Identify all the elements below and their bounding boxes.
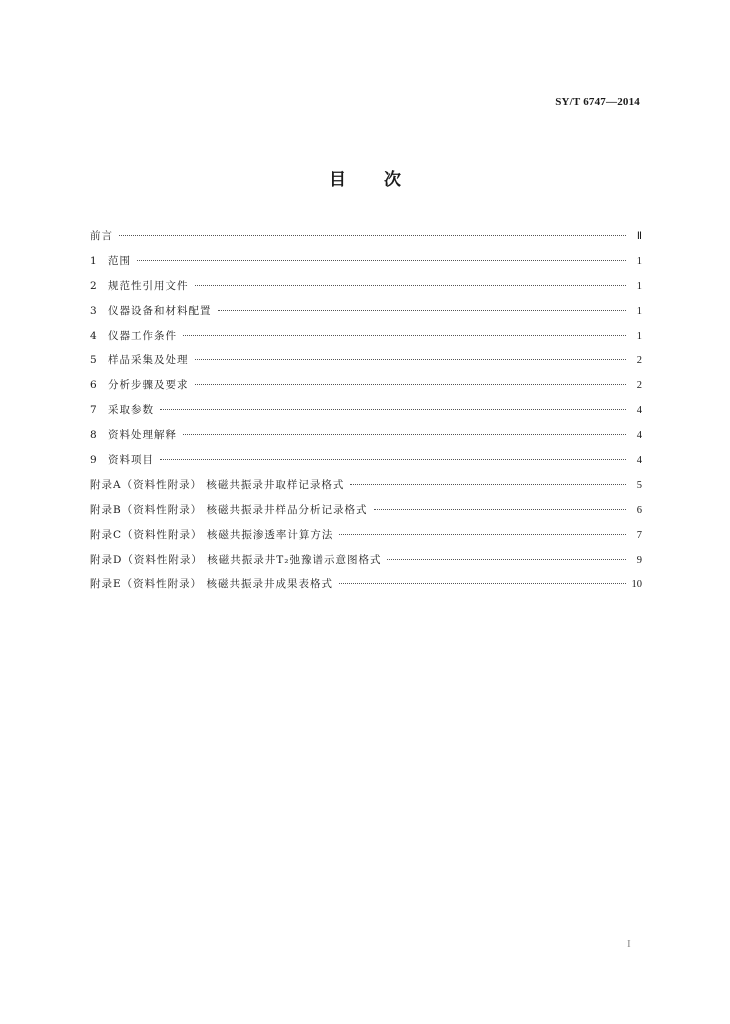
- toc-item-label: 采取参数: [108, 404, 154, 417]
- toc-dot-leader: [137, 260, 626, 261]
- toc-item-label: 前言: [90, 230, 113, 242]
- table-of-contents: [90, 228, 642, 601]
- toc-item-page: 10: [631, 579, 642, 591]
- toc-item[interactable]: [90, 377, 642, 402]
- toc-item-page: 1: [636, 305, 642, 317]
- toc-dot-leader: [183, 335, 626, 336]
- toc-item-page: 4: [636, 430, 642, 442]
- toc-item-label: 仪器工作条件: [108, 329, 177, 342]
- toc-dot-leader: [195, 359, 627, 360]
- toc-dot-leader: [119, 235, 626, 236]
- toc-item-label: 资料处理解释: [108, 429, 177, 442]
- toc-item[interactable]: [90, 352, 642, 377]
- toc-item[interactable]: [90, 228, 642, 253]
- toc-item-label: 资料项目: [108, 454, 154, 467]
- toc-dot-leader: [387, 559, 626, 560]
- toc-dot-leader: [350, 484, 626, 485]
- toc-item[interactable]: [90, 427, 642, 452]
- toc-item-page: 1: [636, 255, 642, 267]
- toc-item-label: 范围: [108, 254, 131, 267]
- toc-item-number: 4: [90, 329, 97, 342]
- toc-item-label: 样品采集及处理: [108, 354, 189, 367]
- toc-item-number: 3: [90, 304, 97, 317]
- toc-item-page: 7: [636, 529, 642, 541]
- toc-item[interactable]: [90, 502, 642, 527]
- toc-item-page: 1: [636, 280, 642, 292]
- toc-item-label: 附录E（资料性附录） 核磁共振录井成果表格式: [90, 578, 334, 591]
- toc-item[interactable]: [90, 527, 642, 552]
- toc-title: 目次: [329, 170, 439, 190]
- toc-item-label: 分析步骤及要求: [108, 379, 189, 392]
- toc-item[interactable]: [90, 477, 642, 502]
- toc-item[interactable]: [90, 552, 642, 577]
- toc-item-page: 1: [636, 330, 642, 342]
- toc-item-label: 附录A（资料性附录） 核磁共振录井取样记录格式: [90, 478, 345, 491]
- toc-dot-leader: [339, 534, 626, 535]
- toc-item-number: 7: [90, 404, 97, 417]
- toc-dot-leader: [160, 459, 626, 460]
- toc-item-number: 8: [90, 429, 97, 442]
- toc-item-page: 5: [636, 479, 642, 491]
- toc-item-page: 6: [636, 504, 642, 516]
- toc-item-page: Ⅱ: [636, 231, 642, 242]
- toc-item-label: 规范性引用文件: [108, 279, 189, 292]
- toc-item-label: 附录B（资料性附录） 核磁共振录井样品分析记录格式: [90, 503, 368, 516]
- toc-item[interactable]: [90, 303, 642, 328]
- toc-dot-leader: [195, 285, 627, 286]
- toc-item-page: 2: [636, 355, 642, 367]
- toc-dot-leader: [160, 409, 626, 410]
- toc-item[interactable]: [90, 402, 642, 427]
- toc-item-page: 4: [636, 455, 642, 467]
- toc-item-label: 附录D（资料性附录） 核磁共振录井T₂弛豫谱示意图格式: [90, 553, 382, 566]
- toc-item[interactable]: [90, 253, 642, 278]
- toc-item[interactable]: [90, 452, 642, 477]
- toc-item-number: 9: [90, 454, 97, 467]
- toc-item-number: 6: [90, 379, 97, 392]
- toc-dot-leader: [218, 310, 627, 311]
- toc-dot-leader: [195, 384, 627, 385]
- page-number: I: [627, 938, 631, 950]
- toc-item[interactable]: [90, 278, 642, 303]
- toc-item-number: 1: [90, 254, 97, 267]
- toc-item-page: 2: [636, 380, 642, 392]
- toc-dot-leader: [374, 509, 626, 510]
- standard-code: SY/T 6747—2014: [555, 96, 640, 108]
- toc-item[interactable]: [90, 576, 642, 601]
- toc-item-number: 5: [90, 354, 97, 367]
- toc-item[interactable]: [90, 328, 642, 353]
- toc-item-page: 4: [636, 405, 642, 417]
- toc-item-label: 附录C（资料性附录） 核磁共振渗透率计算方法: [90, 528, 334, 541]
- toc-dot-leader: [339, 583, 625, 584]
- toc-item-number: 2: [90, 279, 97, 292]
- toc-item-page: 9: [636, 554, 642, 566]
- toc-dot-leader: [183, 434, 626, 435]
- toc-item-label: 仪器设备和材料配置: [108, 304, 212, 317]
